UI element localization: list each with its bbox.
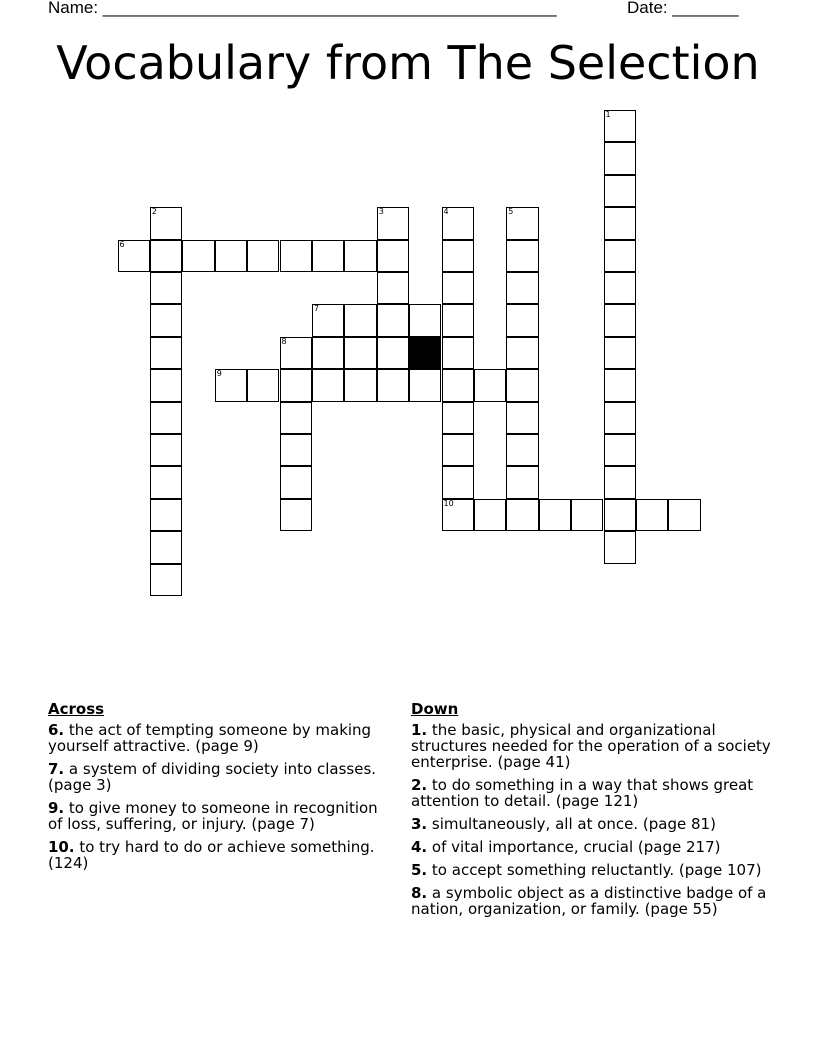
grid-cell[interactable] [636,499,668,531]
clue-down-2: 2. to do something in a way that shows great attention to detail. (page 121) [411,776,754,810]
grid-cell[interactable] [377,240,409,272]
grid-cell[interactable] [442,272,474,304]
grid-cell[interactable] [604,531,636,563]
grid-cell[interactable] [604,434,636,466]
grid-cell[interactable] [474,499,506,531]
grid-cell[interactable] [506,240,538,272]
grid-cell[interactable] [344,337,376,369]
across-clues [48,701,393,878]
page-title: Vocabulary from The Selection [56,36,760,90]
grid-cell[interactable] [280,434,312,466]
grid-cell[interactable] [150,434,182,466]
grid-cell[interactable] [312,304,344,336]
grid-cell[interactable] [377,207,409,239]
clue-number: 3 [378,207,384,217]
clue-down-3: 3. simultaneously, all at once. (page 81) [411,815,716,833]
grid-cell[interactable] [442,337,474,369]
name-field[interactable]: Name: ________________________________________________ [48,0,557,17]
grid-cell[interactable] [312,240,344,272]
grid-cell[interactable] [150,531,182,563]
grid-cell[interactable] [118,240,150,272]
grid-cell[interactable] [280,240,312,272]
grid-cell[interactable] [280,466,312,498]
clue-number: 9 [216,369,222,379]
grid-cell[interactable] [182,240,214,272]
clue-across-6: 6. the act of tempting someone by making yourself attractive. (page 9) [48,721,372,755]
grid-cell[interactable] [604,499,636,531]
grid-cell[interactable] [344,240,376,272]
grid-cell[interactable] [506,207,538,239]
grid-cell[interactable] [604,272,636,304]
grid-cell[interactable] [604,337,636,369]
grid-cell[interactable] [377,337,409,369]
clue-down-8: 8. a symbolic object as a distinctive badge of a nation, organization, or family. (page 55) [411,884,767,918]
grid-cell[interactable] [474,369,506,401]
date-field[interactable]: Date: _______ [627,0,739,17]
grid-cell[interactable] [506,402,538,434]
grid-cell[interactable] [506,304,538,336]
clue-across-9: 9. to give money to someone in recognition of loss, suffering, or injury. (page 7) [48,799,378,833]
clue-across-7: 7. a system of dividing society into classes. (page 3) [48,760,377,794]
grid-cell[interactable] [442,369,474,401]
clue-number: 5 [508,207,514,217]
grid-cell[interactable] [150,240,182,272]
clue-number: 4 [443,207,449,217]
grid-cell[interactable] [604,304,636,336]
grid-cell[interactable] [150,369,182,401]
grid-cell[interactable] [280,369,312,401]
grid-black-cell [409,337,441,369]
grid-cell[interactable] [604,207,636,239]
clue-number: 1 [605,110,611,119]
grid-cell[interactable] [442,499,474,531]
grid-cell[interactable] [377,272,409,304]
grid-cell[interactable] [506,337,538,369]
grid-cell[interactable] [344,304,376,336]
clue-number: 10 [443,498,454,508]
grid-cell[interactable] [506,499,538,531]
grid-cell[interactable] [506,369,538,401]
grid-cell[interactable] [506,272,538,304]
grid-cell[interactable] [215,369,247,401]
grid-cell[interactable] [442,304,474,336]
grid-cell[interactable] [506,466,538,498]
grid-cell[interactable] [571,499,603,531]
down-clues [411,701,771,924]
clue-number: 2 [151,207,157,217]
grid-cell[interactable] [377,304,409,336]
across-heading: Across [48,700,105,718]
grid-cell[interactable] [604,369,636,401]
grid-cell[interactable] [150,564,182,596]
grid-cell[interactable] [539,499,571,531]
grid-cell[interactable] [280,402,312,434]
grid-cell[interactable] [150,207,182,239]
grid-cell[interactable] [150,466,182,498]
grid-cell[interactable] [604,466,636,498]
grid-cell[interactable] [442,466,474,498]
grid-cell[interactable] [280,499,312,531]
grid-cell[interactable] [604,402,636,434]
clue-number: 7 [313,304,319,314]
clue-number: 8 [281,336,287,346]
grid-cell[interactable] [150,304,182,336]
grid-cell[interactable] [506,434,538,466]
grid-cell[interactable] [604,175,636,207]
grid-cell[interactable] [409,304,441,336]
grid-cell[interactable] [409,369,441,401]
clue-across-10: 10. to try hard to do or achieve something. (124) [48,838,375,872]
grid-cell[interactable] [215,240,247,272]
grid-cell[interactable] [377,369,409,401]
clue-down-5: 5. to accept something reluctantly. (page 107) [411,861,762,879]
grid-cell[interactable] [604,110,636,142]
clue-number: 6 [119,239,125,249]
clue-down-4: 4. of vital importance, crucial (page 217) [411,838,721,856]
grid-cell[interactable] [150,402,182,434]
grid-cell[interactable] [247,240,279,272]
grid-cell[interactable] [247,369,279,401]
grid-cell[interactable] [604,240,636,272]
grid-cell[interactable] [150,337,182,369]
grid-cell[interactable] [604,142,636,174]
grid-cell[interactable] [442,402,474,434]
grid-cell[interactable] [150,272,182,304]
grid-cell[interactable] [150,499,182,531]
down-heading: Down [411,700,459,718]
grid-cell[interactable] [442,434,474,466]
grid-cell[interactable] [312,369,344,401]
grid-cell[interactable] [442,207,474,239]
clue-down-1: 1. the basic, physical and organizational structures needed for the operation of a society enterprise. (page 41) [411,721,771,771]
grid-cell[interactable] [312,337,344,369]
grid-cell[interactable] [280,337,312,369]
grid-cell[interactable] [344,369,376,401]
grid-cell[interactable] [668,499,700,531]
grid-cell[interactable] [442,240,474,272]
